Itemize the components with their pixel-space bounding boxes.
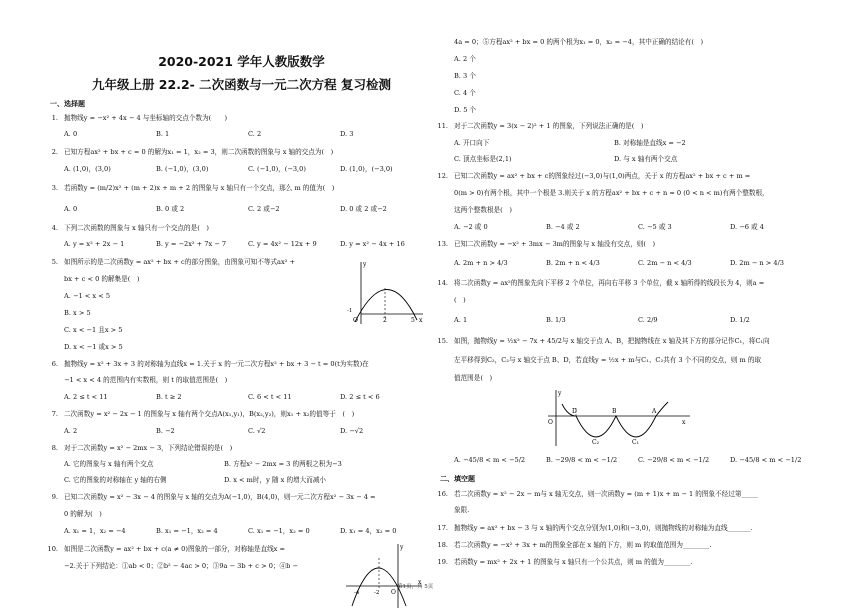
- question-number: 18.: [437, 541, 448, 549]
- question-text: 已知方程ax² + bx + c = 0 的解为x₁ = 1，x₂ = 3，则二次函数的图象与 x 轴的交点为( ): [64, 148, 334, 156]
- question-8: [44, 444, 232, 453]
- question-text: 若函数y = (m/2)x² + (m + 2)x + m + 2 的图象与 x 轴只有一个交点，那么 m 的值为( ): [64, 184, 335, 192]
- question-19: [434, 558, 692, 567]
- options-10-d: D. 5 个: [454, 106, 477, 114]
- question-5: [44, 258, 295, 267]
- option-a: A. 0: [64, 205, 78, 213]
- options-1: [64, 130, 432, 139]
- question-13: [434, 240, 655, 249]
- options-11-cd: [454, 155, 677, 164]
- question-number: 1.: [51, 114, 58, 122]
- options-4: [64, 240, 432, 249]
- question-3: [44, 184, 334, 193]
- question-6-line2: −1 < x < 4 的范围内有实数根，则 t 的取值范围是( ): [64, 376, 228, 384]
- question-14: [434, 279, 764, 288]
- options-3: [64, 205, 432, 214]
- options-5-d: D. x < −1 或x > 5: [64, 343, 123, 351]
- question-15-line2: 左平移得到C₂，C₂与 x 轴交于点 B、D，若直线y = ½x + m与C₁、C₂共有 3 个不同的交点，则 m 的取: [454, 356, 762, 364]
- tick-label-neg1: -1: [347, 308, 353, 314]
- question-4: [44, 224, 209, 233]
- option-a: A. 1: [454, 316, 468, 324]
- question-number: 17.: [437, 524, 448, 532]
- question-12-line2: 0(m > 0)有两个根，其中一个根是 3.则关于 x 的方程ax² + bx + c + n = 0 (0 < n < m)有两个整数根，: [454, 189, 769, 197]
- question-text: 已知二次函数y = ax² + bx + c的图象经过(−3,0)与(1,0)两点，关于 x 的方程ax² + bx + c + m =: [454, 172, 751, 180]
- question-5-line2: bx + c < 0 的解集是( ): [64, 275, 140, 283]
- option-b: B. 1: [156, 130, 170, 138]
- option-a: A. 0: [64, 130, 78, 138]
- question-number: 6.: [51, 360, 58, 368]
- axis-label-x: x: [418, 579, 422, 586]
- question-7: [44, 410, 354, 419]
- section-heading-fill: 二、填空题: [440, 475, 475, 483]
- question-number: 9.: [51, 493, 58, 501]
- option-d: D. −6 或 4: [730, 223, 764, 231]
- question-2: [44, 148, 333, 157]
- question-10: [44, 545, 285, 554]
- section-heading-choice: 一、选择题: [50, 100, 85, 108]
- options-10-c: C. 4 个: [454, 89, 476, 97]
- options-6: [64, 393, 432, 402]
- origin-label: O: [391, 589, 396, 596]
- option-c: C. x₁ = −1，x₂ = 0: [248, 527, 310, 535]
- question-text: 抛物线y = −x² + 4x − 4 与坐标轴的交点个数为( ): [64, 114, 228, 122]
- option-a: A. −2 或 0: [454, 223, 488, 231]
- option-c: C. 2: [248, 130, 262, 138]
- option-d: D. (1,0)，(−3,0): [340, 165, 393, 173]
- option-a: A. x₁ = 1，x₂ = −4: [64, 527, 126, 535]
- axis-label-y: y: [400, 544, 404, 551]
- options-11-ab: [454, 139, 686, 148]
- option-a: A. 2m + n > 4/3: [454, 259, 508, 267]
- options-8-ab: [64, 460, 434, 469]
- option-c: C. 它的图象的对称轴在 y 轴的右侧: [64, 476, 167, 484]
- question-text: 若二次函数y = x² − 2x − m与 x 轴无交点，则一次函数y = (m + 1)x + m − 1 的图象不经过第_____: [454, 490, 758, 498]
- q5-parabola-graph: [347, 258, 427, 328]
- origin-label: O: [548, 419, 553, 426]
- question-number: 10.: [47, 545, 58, 553]
- question-text: 下列二次函数的图象与 x 轴只有一个交点的是( ): [64, 224, 209, 232]
- option-c: C. (−1,0)，(−3,0): [248, 165, 306, 173]
- question-number: 14.: [437, 279, 448, 287]
- point-label-d: D: [572, 408, 577, 415]
- options-2: [64, 165, 432, 174]
- curve-label-c2: C₂: [592, 439, 599, 446]
- tick-label-2: 2: [383, 317, 387, 324]
- question-1: [44, 114, 227, 123]
- question-10-cont: 4a = 0；⑤方程ax² + bx = 0 的两个根为x₁ = 0，x₂ = −4，其中正确的结论有( ): [454, 38, 704, 46]
- axis-label-x: x: [419, 317, 423, 324]
- question-15-line3: 值范围是( ): [454, 374, 493, 382]
- option-d: D. 3: [340, 130, 354, 138]
- question-16-line2: 象限.: [454, 506, 470, 514]
- question-number: 7.: [51, 410, 58, 418]
- axis-label-y: y: [558, 390, 562, 397]
- option-a: A. −45/8 < m < −5/2: [454, 456, 526, 464]
- question-text: 如图所示的是二次函数y = ax² + bx + c的部分图象，由图象可知不等式ax² +: [64, 258, 295, 266]
- option-b: B. 2m + n < 4/3: [546, 259, 600, 267]
- option-b: B. x₁ = −1，x₂ = 4: [156, 527, 218, 535]
- question-text: 如图，抛物线y = ½x² − 7x + 45/2与 x 轴交于点 A、B，把抛物线在 x 轴及其下方的部分记作C₁，将C₁向: [454, 337, 770, 345]
- question-number: 12.: [437, 172, 448, 180]
- question-18: [434, 541, 711, 550]
- options-7: [64, 427, 432, 436]
- options-9: [64, 527, 432, 536]
- option-c: C. 2 或−2: [248, 205, 280, 213]
- question-14-line2: ( ): [454, 296, 466, 304]
- options-5-c: C. x < −1 且x > 5: [64, 326, 123, 334]
- question-number: 5.: [51, 258, 58, 266]
- option-a: A. 2: [64, 427, 78, 435]
- option-c: C. y = 4x² − 12x + 9: [248, 240, 317, 248]
- question-12: [434, 172, 750, 181]
- q15-parabola-graph: [542, 386, 692, 448]
- options-12: [454, 223, 822, 232]
- question-12-line3: 这两个整数根是( ): [454, 206, 512, 214]
- option-b: B. (−1,0)，(3,0): [156, 165, 209, 173]
- option-b: B. −29/8 < m < −1/2: [546, 456, 618, 464]
- option-d: D. 0 或 2 或−2: [340, 205, 387, 213]
- question-15: [434, 337, 770, 346]
- question-number: 13.: [437, 240, 448, 248]
- option-c: C. 2m − n < 4/3: [638, 259, 692, 267]
- question-9-line2: 0 的解为( ): [64, 510, 102, 518]
- option-d: D. 1/2: [730, 316, 750, 324]
- option-c: C. 顶点坐标是(2,1): [454, 155, 512, 163]
- options-15: [454, 456, 822, 465]
- option-b: B. 0 或 2: [156, 205, 185, 213]
- question-text: 若函数y = mx² + 2x + 1 的图象与 x 轴只有一个公共点，则 m 的值为________.: [454, 558, 693, 566]
- question-11: [434, 122, 644, 131]
- tick-label-neg2: -2: [374, 590, 380, 596]
- option-b: B. 方程x² − 2mx = 3 的两根之积为−3: [224, 460, 342, 468]
- doc-title-line1: 2020-2021 学年人教版数学: [158, 54, 325, 69]
- doc-title-line2: 九年级上册 22.2- 二次函数与一元二次方程 复习检测: [91, 77, 392, 92]
- option-b: B. 对称轴是直线x = −2: [614, 139, 686, 147]
- question-number: 15.: [437, 337, 448, 345]
- option-b: B. −2: [156, 427, 175, 435]
- tick-label-neg4: -4: [354, 590, 360, 596]
- question-text: 二次函数y = x² − 2x − 1 的图象与 x 轴有两个交点A(x₁,y₁)，B(x₂,y₂)，则x₁ + x₂的值等于 ( ): [64, 410, 355, 418]
- options-5-a: A. −1 < x < 5: [64, 292, 111, 300]
- option-a: A. y = x² + 2x − 1: [64, 240, 125, 248]
- option-b: B. y = −2x² + 7x − 7: [156, 240, 227, 248]
- option-d: D. 与 x 轴有两个交点: [614, 155, 678, 163]
- question-16: [434, 490, 758, 499]
- axis-label-x: x: [682, 419, 686, 426]
- question-number: 2.: [51, 148, 58, 156]
- question-10-line2: −2.关于下列结论：①ab < 0；②b² − 4ac > 0；③9a − 3b + c > 0；④b −: [64, 562, 298, 570]
- option-d: D. x₁ = 4，x₂ = 0: [340, 527, 397, 535]
- axis-label-y: y: [363, 261, 367, 268]
- option-d: D. x < m时，y 随 x 的增大而减小: [224, 476, 327, 484]
- option-c: C. −5 或 3: [638, 223, 672, 231]
- tick-label-5: 5: [411, 317, 415, 324]
- question-number: 19.: [437, 558, 448, 566]
- q10-parabola-graph: [344, 540, 424, 608]
- option-c: C. 6 < t < 11: [248, 393, 292, 401]
- question-text: 若二次函数y = −x² + 3x + m的图象全部在 x 轴的下方，则 m 的取值范围为________.: [454, 541, 712, 549]
- options-14: [454, 316, 822, 325]
- options-13: [454, 259, 822, 268]
- question-number: 4.: [51, 224, 58, 232]
- options-5-b: B. x > 5: [64, 309, 91, 317]
- origin-label: O: [353, 317, 358, 324]
- question-17: [434, 524, 753, 533]
- question-text: 将二次函数y = ax²的图象先向下平移 2 个单位，再向右平移 3 个单位，截 x 轴所得的线段长为 4，则a =: [454, 279, 765, 287]
- option-d: D. y = x² − 4x + 16: [340, 240, 405, 248]
- question-number: 11.: [437, 122, 448, 130]
- question-number: 3.: [51, 184, 58, 192]
- options-10-b: B. 3 个: [454, 72, 476, 80]
- options-10-a: A. 2 个: [454, 55, 476, 63]
- question-text: 抛物线y = x² + 3x + 3 的对称轴为直线x = 1.关于 x 的一元二次方程x² + bx + 3 − t = 0(t为实数)在: [64, 360, 369, 368]
- question-6: [44, 360, 369, 369]
- option-a: A. 开口向下: [454, 139, 490, 147]
- point-label-b: B: [612, 408, 617, 415]
- option-d: D. 2 ≤ t < 6: [340, 393, 380, 401]
- question-text: 抛物线y = ax² + bx − 3 与 x 轴的两个交点分别为(1,0)和(−3,0)，则抛物线的对称轴为直线_______.: [454, 524, 753, 532]
- page-footer: 第1页，共 5页: [397, 584, 434, 590]
- question-text: 如图是二次函数y = ax² + bx + c(a ≠ 0)图象的一部分，对称轴是直线x =: [64, 545, 286, 553]
- question-number: 16.: [437, 490, 448, 498]
- point-label-a: A: [652, 408, 657, 415]
- option-c: C. 2/9: [638, 316, 658, 324]
- option-c: C. √2: [248, 427, 266, 435]
- option-a: A. (1,0)，(3,0): [64, 165, 111, 173]
- option-d: D. −45/8 < m < −1/2: [730, 456, 802, 464]
- option-d: D. 2m − n > 4/3: [730, 259, 784, 267]
- question-9: [44, 493, 376, 502]
- option-b: B. 1/3: [546, 316, 566, 324]
- option-c: C. −29/8 < m < −1/2: [638, 456, 710, 464]
- options-8-cd: [64, 476, 434, 485]
- curve-label-c1: C₁: [632, 439, 639, 446]
- question-number: 8.: [51, 444, 58, 452]
- question-text: 对于二次函数y = 3(x − 2)² + 1 的图象，下列说法正确的是( ): [454, 122, 644, 130]
- question-text: 对于二次函数y = x² − 2mx − 3，下列结论错误的是( ): [64, 444, 233, 452]
- option-a: A. 它的图象与 x 轴有两个交点: [64, 460, 154, 468]
- option-b: B. t ≥ 2: [156, 393, 182, 401]
- question-text: 已知二次函数y = −x² + 3mx − 3m的图象与 x 轴没有交点，则( ): [454, 240, 656, 248]
- option-d: D. −√2: [340, 427, 364, 435]
- option-a: A. 2 ≤ t < 11: [64, 393, 108, 401]
- question-text: 已知二次函数y = x² − 3x − 4 的图象与 x 轴的交点为A(−1,0)，B(4,0)，则一元二次方程x² − 3x − 4 =: [64, 493, 376, 501]
- option-b: B. −4 或 2: [546, 223, 580, 231]
